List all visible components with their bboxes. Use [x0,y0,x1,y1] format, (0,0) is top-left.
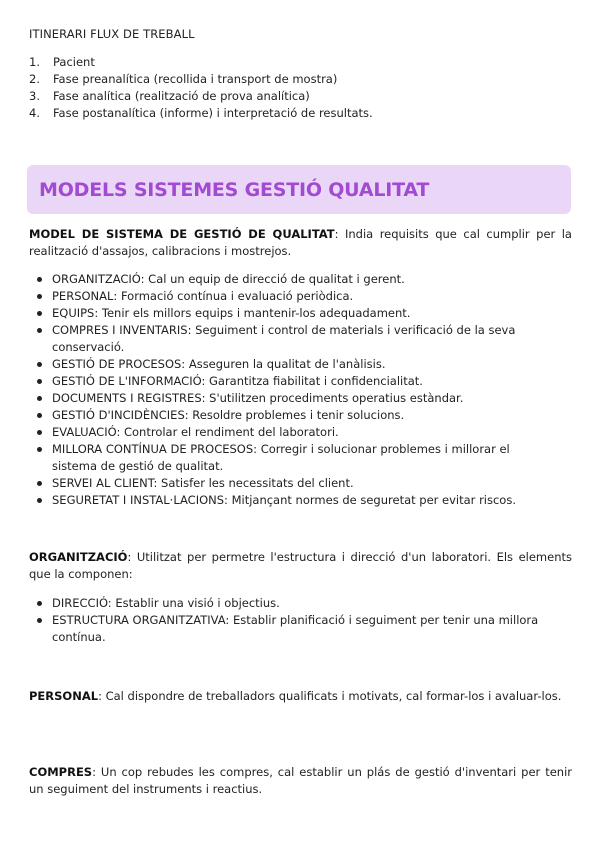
organitzacio-term: ORGANITZACIÓ [29,550,128,564]
section-banner [27,165,571,214]
personal-paragraph [29,688,572,705]
organitzacio-elements-list [29,595,549,646]
bullet-icon [37,328,42,333]
list-item [29,71,373,88]
organitzacio-text: : Utilitzat per permetre l'estructura i direcció d'un laboratori. Els elements que la componen: [29,550,572,581]
step-text: Fase analítica (realització de prova analítica) [53,89,310,103]
personal-text: : Cal dispondre de treballadors qualificats i motivats, cal formar-los i avaluar-los. [98,689,562,703]
bullet-icon [37,618,42,623]
bullet-icon [37,362,42,367]
model-term: MODEL DE SISTEMA DE GESTIÓ DE QUALITAT [29,227,335,241]
list-item: DOCUMENTS I REGISTRES: S'utilitzen procediments operatius estàndar. [29,390,549,407]
bullet-icon [37,311,42,316]
list-item: GESTIÓ DE PROCESOS: Asseguren la qualitat de l'anàlisis. [29,356,549,373]
step-number: 2. [29,72,40,86]
step-number: 4. [29,106,40,120]
list-item: DIRECCIÓ: Establir una visió i objectius. [29,595,549,612]
list-item: ORGANITZACIÓ: Cal un equip de direcció de qualitat i gerent. [29,271,549,288]
list-item: EQUIPS: Tenir els millors equips i mantenir-los adequadament. [29,305,549,322]
model-definition-paragraph [29,226,572,260]
list-item: SERVEI AL CLIENT: Satisfer les necessitats del client. [29,475,549,492]
bullet-icon [37,396,42,401]
list-item: GESTIÓ D'INCIDÈNCIES: Resoldre problemes i tenir solucions. [29,407,549,424]
step-text: Fase postanalítica (informe) i interpretació de resultats. [53,106,373,120]
compres-term: COMPRES [29,765,93,779]
model-text: : India requisits que cal cumplir per la realització d'assajos, calibracions i mostrejos. [29,227,572,258]
list-item: PERSONAL: Formació contínua i evaluació periòdica. [29,288,549,305]
compres-text: : Un cop rebudes les compres, cal establir un plás de gestió d'inventari per tenir un seguiment del instruments i reactius. [29,765,572,796]
list-item [29,54,373,71]
bullet-icon [37,277,42,282]
bullet-icon [37,379,42,384]
list-item: GESTIÓ DE L'INFORMACIÓ: Garantitza fiabilitat i confidencialitat. [29,373,549,390]
list-item: MILLORA CONTÍNUA DE PROCESOS: Corregir i solucionar problemes i millorar el sistema de gestió de qualitat. [29,441,549,475]
personal-term: PERSONAL [29,689,99,703]
bullet-icon [37,498,42,503]
compres-paragraph [29,764,572,798]
list-item: SEGURETAT I INSTAL·LACIONS: Mitjançant normes de seguretat per evitar riscos. [29,492,549,509]
list-item: ESTRUCTURA ORGANITZATIVA: Establir planificació i seguiment per tenir una millora contínua. [29,612,549,646]
list-item: EVALUACIÓ: Controlar el rendiment del laboratori. [29,424,549,441]
step-text: Pacient [53,55,95,69]
workflow-steps-list [29,54,373,122]
bullet-icon [37,413,42,418]
bullet-icon [37,447,42,452]
bullet-icon [37,294,42,299]
bullet-icon [37,430,42,435]
bullet-icon [37,481,42,486]
list-item [29,88,373,105]
model-components-list [29,271,549,509]
list-item: COMPRES I INVENTARIS: Seguiment i control de materials i verificació de la seva conservació. [29,322,549,356]
itinerary-title: ITINERARI FLUX DE TREBALL [29,27,195,41]
bullet-icon [37,601,42,606]
section-heading: MODELS SISTEMES GESTIÓ QUALITAT [39,178,430,201]
step-number: 1. [29,55,40,69]
step-number: 3. [29,89,40,103]
step-text: Fase preanalítica (recollida i transport de mostra) [53,72,338,86]
list-item [29,105,373,122]
organitzacio-paragraph [29,549,572,583]
